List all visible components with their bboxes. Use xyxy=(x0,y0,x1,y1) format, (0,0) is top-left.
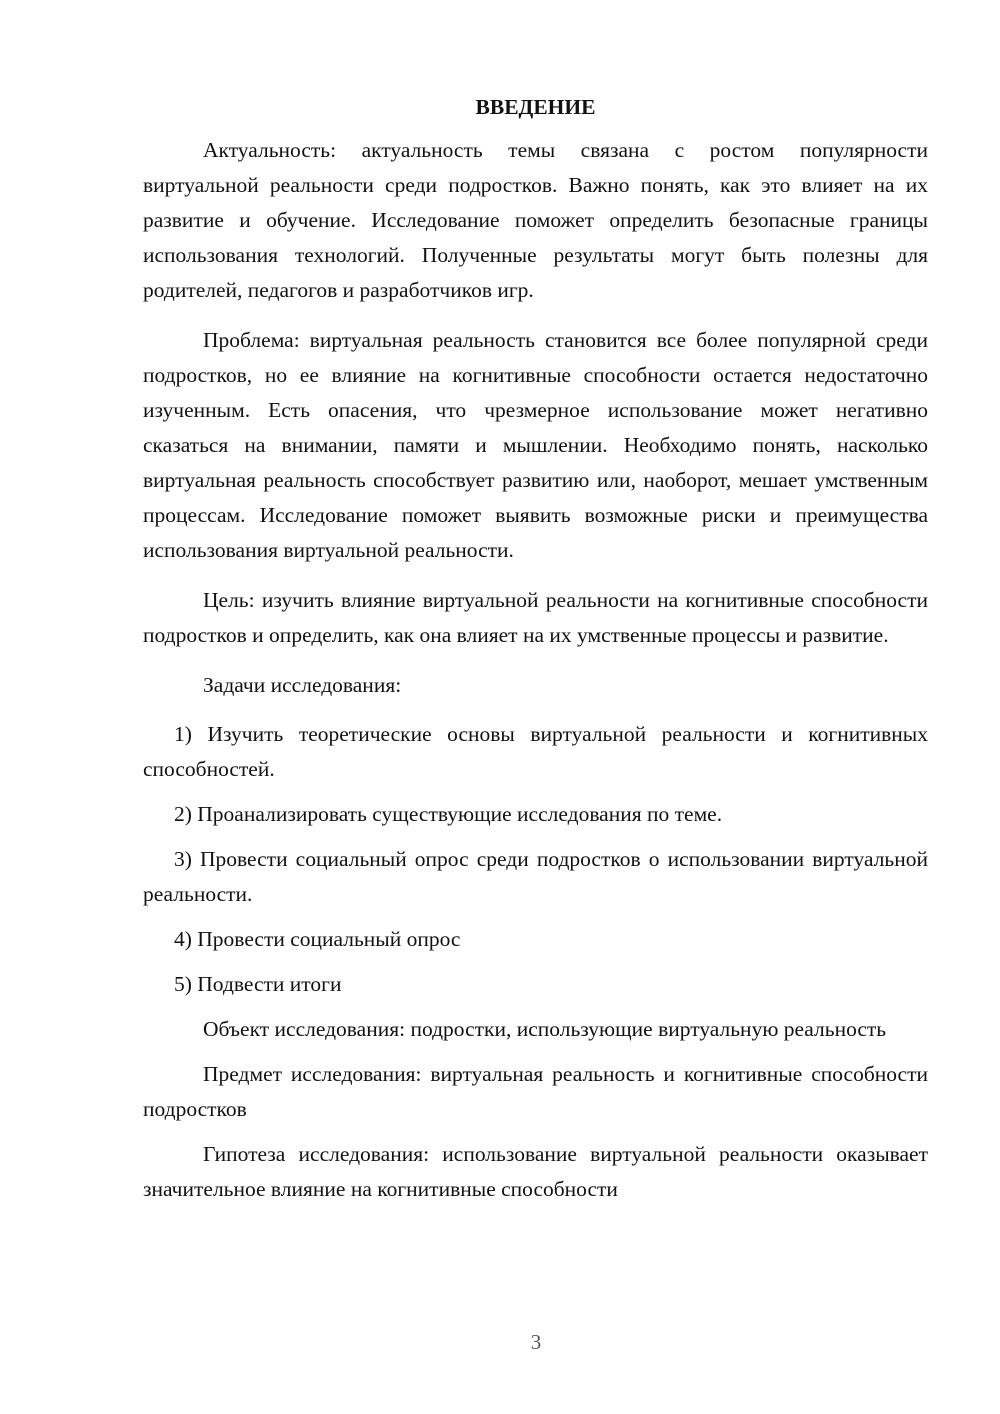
page-number: 3 xyxy=(530,1330,542,1354)
task-item-1: 1) Изучить теоретические основы виртуальной реальности и когнитивных способностей. xyxy=(143,722,928,781)
task-item-5: 5) Подвести итоги xyxy=(174,972,342,996)
problem-paragraph: Проблема: виртуальная реальность становится все более популярной среди подростков, но ее влияние на когнитивные способности остается недостаточно изученным. Есть опасения, что чрезмерное использование может негативно сказаться на внимании, памяти и мышлении. Необходимо понять, насколько виртуальная реальность способствует развитию или, наоборот, мешает умственным процессам. Исследование поможет выявить возможные риски и преимущества использования виртуальной реальности. xyxy=(143,328,928,562)
task-item-2: 2) Проанализировать существующие исследования по теме. xyxy=(174,802,723,826)
hypothesis-paragraph: Гипотеза исследования: использование виртуальной реальности оказывает значительное влияние на когнитивные способности xyxy=(143,1142,928,1201)
object-paragraph: Объект исследования: подростки, использующие виртуальную реальность xyxy=(203,1017,887,1041)
relevance-paragraph: Актуальность: актуальность темы связана с ростом популярности виртуальной реальности среди подростков. Важно понять, как это влияет на их развитие и обучение. Исследование поможет определить безопасные границы использования технологий. Полученные результаты могут быть полезны для родителей, педагогов и разработчиков игр. xyxy=(143,138,928,302)
document-page xyxy=(143,90,928,1217)
goal-paragraph: Цель: изучить влияние виртуальной реальности на когнитивные способности подростков и определить, как она влияет на их умственные процессы и развитие. xyxy=(143,588,928,647)
subject-paragraph: Предмет исследования: виртуальная реальность и когнитивные способности подростков xyxy=(143,1062,928,1121)
tasks-heading: Задачи исследования: xyxy=(203,673,402,697)
task-item-3: 3) Провести социальный опрос среди подростков о использовании виртуальной реальности. xyxy=(143,847,928,906)
task-item-4: 4) Провести социальный опрос xyxy=(174,927,461,951)
page-title: ВВЕДЕНИЕ xyxy=(475,95,596,119)
